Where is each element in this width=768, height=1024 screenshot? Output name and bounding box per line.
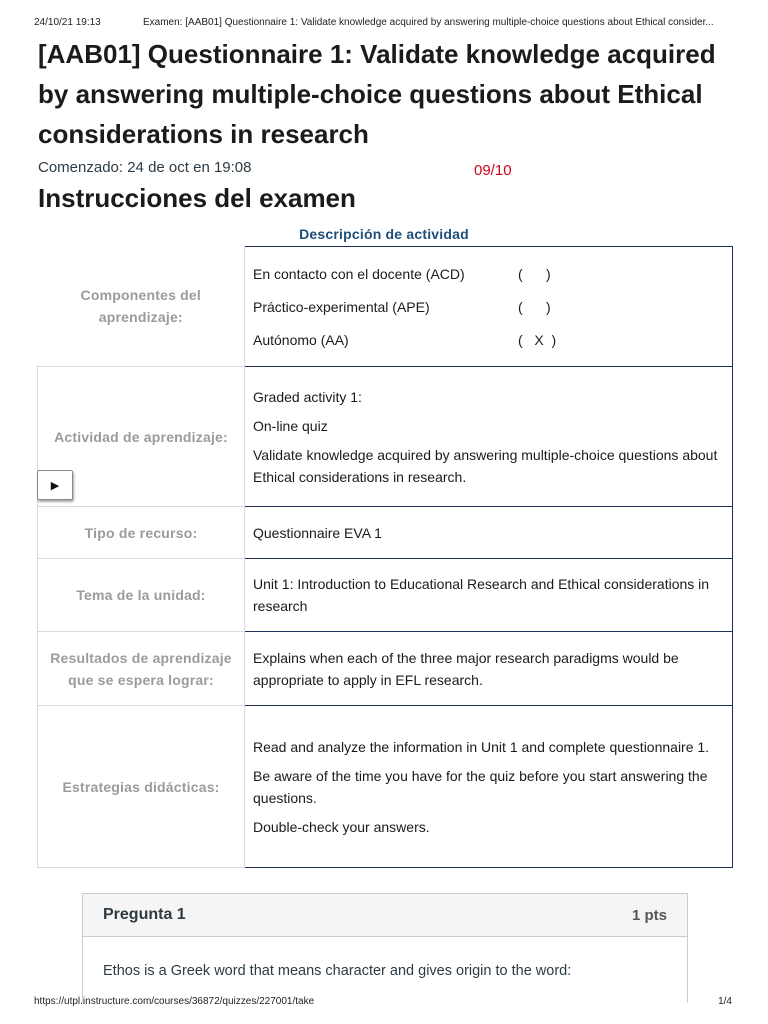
print-footer: [34, 996, 732, 1010]
component-name: En contacto con el docente (ACD): [253, 265, 465, 282]
component-item: [253, 257, 724, 290]
resource-type-label: Tipo de recurso:: [38, 507, 245, 559]
component-item: [253, 323, 724, 356]
table-row-unit-theme: [38, 559, 733, 632]
component-check: ( ): [518, 298, 551, 315]
table-row-components: [38, 247, 733, 367]
component-check: ( ): [518, 265, 551, 282]
strategy-line: Be aware of the time you have for the quiz before you start answering the questions.: [253, 767, 708, 806]
print-header: [34, 17, 732, 31]
component-item: [253, 290, 724, 323]
activity-description-table: [37, 246, 733, 868]
question-title: Pregunta 1: [103, 906, 186, 923]
strategies-label: Estrategias didácticas:: [38, 706, 245, 868]
table-row-resource-type: [38, 507, 733, 559]
print-page-number: 1/4: [718, 996, 732, 1007]
question-header: [83, 894, 687, 937]
component-name: Autónomo (AA): [253, 331, 349, 348]
unit-theme-label: Tema de la unidad:: [38, 559, 245, 632]
component-check: ( X ): [518, 331, 557, 348]
question-points: 1 pts: [631, 906, 667, 924]
play-icon: ▶: [50, 479, 60, 492]
components-label: Componentes del aprendizaje:: [38, 247, 245, 367]
question-card: [82, 893, 688, 1003]
strategies-value: [245, 706, 733, 868]
components-value: [245, 247, 733, 367]
print-datetime: 24/10/21 19:13: [34, 17, 101, 28]
table-row-expected-results: [38, 632, 733, 706]
unit-theme-value: Unit 1: Introduction to Educational Research and Ethical considerations in research: [245, 559, 733, 632]
strategy-line: Read and analyze the information in Unit 1 and complete questionnaire 1.: [253, 738, 710, 755]
activity-description-caption: Descripción de actividad: [299, 226, 469, 242]
component-name: Práctico-experimental (APE): [253, 298, 430, 315]
learning-activity-line: Graded activity 1:: [253, 388, 362, 405]
learning-activity-line: Validate knowledge acquired by answering multiple-choice questions about Ethical considerations in research.: [253, 446, 718, 485]
resource-type-value: Questionnaire EVA 1: [245, 507, 733, 559]
expected-results-value: Explains when each of the three major research paradigms would be appropriate to apply in EFL research.: [245, 632, 733, 706]
play-button[interactable]: [37, 470, 73, 500]
strategy-line: Double-check your answers.: [253, 818, 430, 835]
quiz-title: [AAB01] Questionnaire 1: Validate knowledge acquired by answering multiple-choice questions about Ethical considerations in research: [38, 39, 716, 149]
expected-results-label: Resultados de aprendizaje que se espera lograr:: [38, 632, 245, 706]
print-url: https://utpl.instructure.com/courses/36872/quizzes/227001/take: [34, 996, 315, 1007]
question-text: Ethos is a Greek word that means character and gives origin to the word:: [103, 963, 572, 979]
quiz-score: 09/10: [474, 162, 512, 179]
instructions-heading: Instrucciones del examen: [38, 183, 356, 213]
learning-activity-line: On-line quiz: [253, 417, 328, 434]
table-row-strategies: [38, 706, 733, 868]
print-document-title: Examen: [AAB01] Questionnaire 1: Validate knowledge acquired by answering multiple-choice questions about Ethical consider...: [143, 17, 714, 28]
learning-activity-label: Actividad de aprendizaje:: [38, 367, 245, 507]
table-row-learning-activity: [38, 367, 733, 507]
quiz-started-time: Comenzado: 24 de oct en 19:08: [38, 159, 252, 176]
learning-activity-value: [245, 367, 733, 507]
